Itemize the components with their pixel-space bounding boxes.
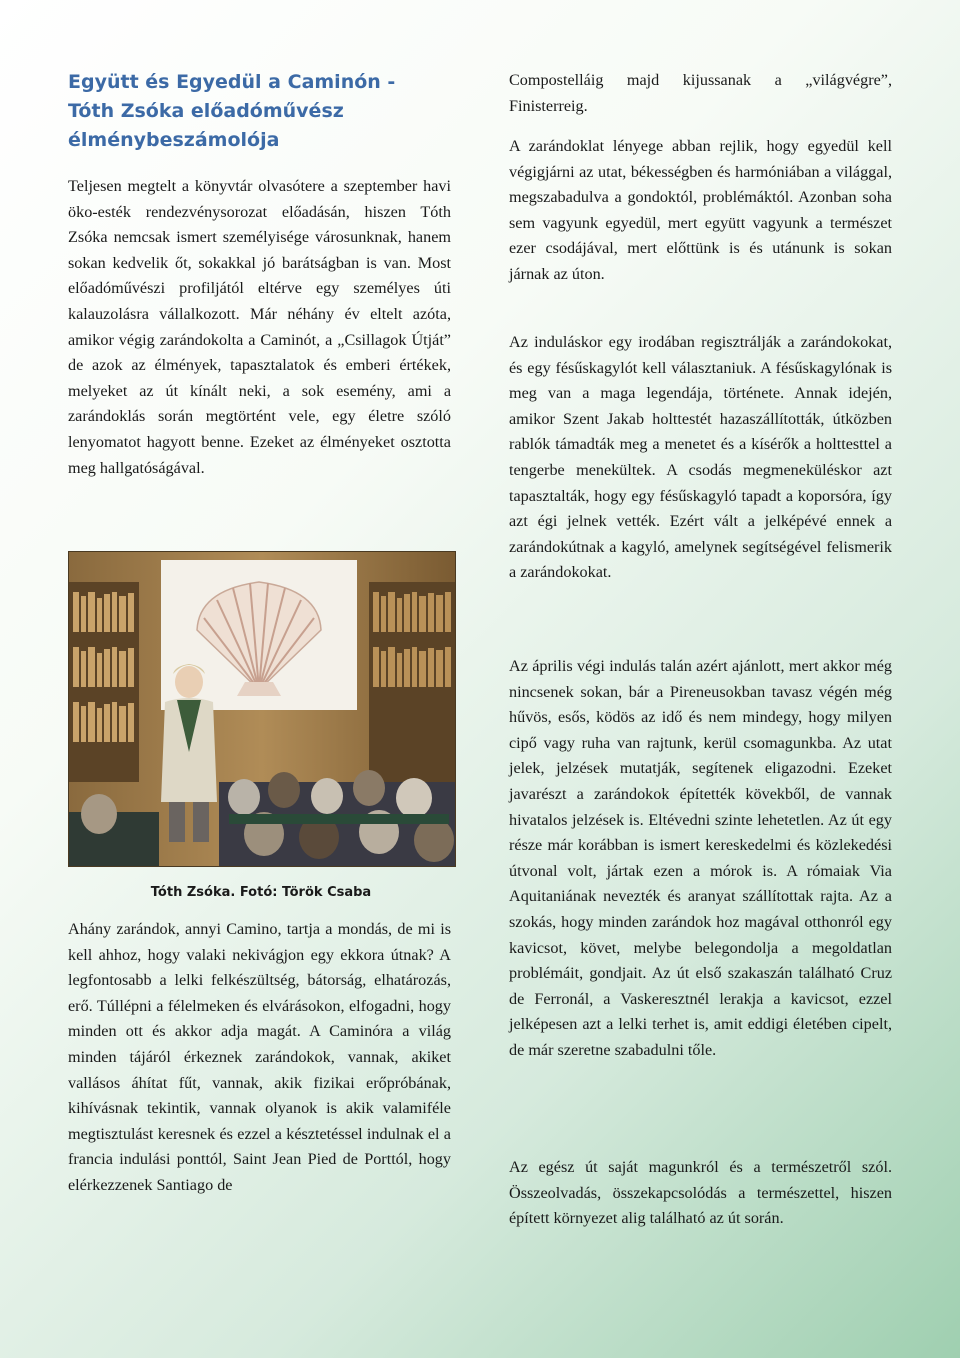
title-line: élménybeszámolója [68,129,280,151]
title-line: Tóth Zsóka előadóművész [68,100,344,122]
event-photo [68,551,456,867]
body-paragraph: Az egész út saját magunkról és a természetről szól. Összeolvadás, összekapcsolódás a természettel, hiszen épített környezet alig található az út során. [509,1158,892,1228]
body-paragraph: Az induláskor egy irodában regisztrálják a zarándokokat, és egy fésűskagylót kell választaniuk. A fésűskagylónak is meg van a maga legendája, története. Annak idején, amikor Szent Jakab holttestét hazaszállították, útközben rablók támadták meg a menetet és a kísérők a holttesttel a tengerbe menekültek. A csodás megmeneküléskor azt tapasztalták, hogy egy fésűskagyló tapadt a koporsóra, így azt égi jelnek vették. Ezért vált a jelképévé ennek a zarándokútnak a kagyló, amelynek segítségével felismerik a zarándokokat. [509,333,892,582]
photo-caption: Tóth Zsóka. Fotó: Török Csaba [150,885,372,900]
body-paragraph: A zarándoklat lényege abban rejlik, hogy egyedül kell végigjárni az utat, békességben és harmóniában a világgal, megszabadulva a gondoktól, problémáktól. Azonban soha sem vagyunk egyedül, mert együtt vagyunk a természet ezer csodájával, mert előttünk is és utánunk is sokan járnak az úton. [509,137,892,283]
body-paragraph: Ahány zarándok, annyi Camino, tartja a mondás, de mi is kell ahhoz, hogy valaki nekivágjon egy ekkora útnak? A legfontosabb a lelki felkészültség, bátorság, elhatározás, erő. Túllépni a félelmeken és elvárásokon, elfogadni, hogy minden ott és akkor adja magát. A Caminóra a világ minden tájáról érkeznek zarándokok, vannak, akiket vallásos áhítat fűt, vannak, akik fizikai erőpróbának, kihívásnak tekintik, vannak olyanok is akik valamiféle megtisztulást keresnek és ezzel a késztetéssel indulnak el a francia indulási ponttól, Saint Jean Pied de Porttól, hogy elérkezzenek Santiago de [68,920,451,1194]
body-paragraph: Compostelláig majd kijussanak a „világvégre”, Finisterreig. [509,71,892,115]
title-line: Együtt és Egyedül a Caminón - [68,71,396,93]
photo-illustration [69,552,455,866]
body-paragraph: Az április végi indulás talán azért ajánlott, mert akkor még nincsenek sokan, bár a Pireneusokban tavasz végén még hűvös, esős, ködös az idő és nem mindegy, hogy milyen cipő vagy ruha van rajtunk, kerül csomagunkba. Az utat jelek, jelzések mutatják, segítenek eligazodni. Ezeket javarészt a zarándokok építették kövekből, de vannak hivatalos jelzések is. Eltévedni szinte lehetetlen. Az út egy része már korábban is ismert kereskedelmi és közlekedési útvonal volt, jártak ezen a mórok is. A rómaiak Via Aquitaniának nevezték és aranyat szállítottak rajta. Az a szokás, hogy minden zarándok hoz magával otthonról egy kavicsot, követ, melybe belegondolja a megoldatlan problémáit, gondjait. Az út első szakaszán található Cruz de Ferronál, a Vaskeresztnél lerakja a kavicsot, ezzel jelképesen azt a lelki terhet is, amit eddigi életében cipelt, de már szeretne szabadulni tőle. [509,657,892,1059]
body-paragraph: Teljesen megtelt a könyvtár olvasótere a szeptember havi öko-esték rendezvénysorozat előadásán, hiszen Tóth Zsóka nemcsak ismert személyisége városunknak, hanem sokan kedvelik őt, sokakkal jó barátságban is van. Most előadóművészi profiljától eltérve egy személyes úti kalauzolásra vállalkozott. Már néhány év eltelt azóta, amikor végig zarándokolta a Caminót, a „Csillagok Útját” de azok az élmények, tapasztalatok és emberi értékek, melyeket az út kínált neki, a sok esemény, ami a zarándoklás során megtörtént vele, egy életre szóló lenyomatot hagyott benne. Ezeket az élményeket osztotta meg hallgatóságával. [68,177,451,477]
article-title [68,68,451,155]
